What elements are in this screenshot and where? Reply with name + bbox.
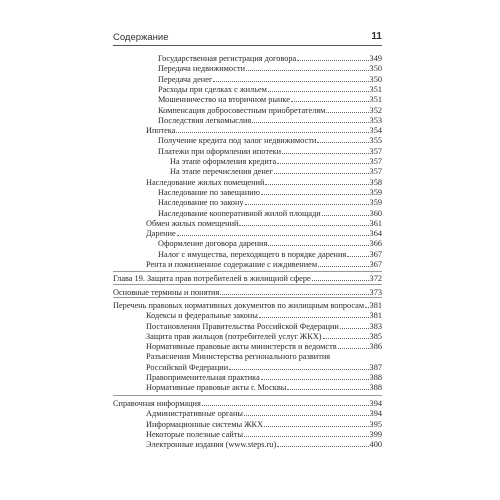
section-divider [113, 284, 382, 285]
toc-entry: Наследование жилых помещений 358 [146, 177, 382, 187]
toc-entry: Расходы при сделках с жильем 351 [158, 84, 382, 94]
toc-entry: Электронные издания (www.steps.ru) 400 [146, 440, 382, 450]
toc-entry: Кодексы и федеральные законы 381 [146, 311, 382, 321]
toc-entry: Административные органы 394 [146, 409, 382, 419]
toc-entry: Нормативные правовые акты г. Москвы 388 [146, 383, 382, 393]
toc-entry: На этапе перечисления денег 357 [170, 167, 382, 177]
toc-entry: Наследование по завещанию 359 [158, 187, 382, 197]
toc-entry: Платежи при оформлении ипотеки 357 [158, 146, 382, 156]
section-divider [113, 271, 382, 272]
toc-chapter-entry: Справочная информация 394 [113, 399, 382, 408]
toc-entry: Мошенничество на вторичном рынке 351 [158, 95, 382, 105]
toc-chapter-entry: Перечень правовых нормативных документов по жилищным вопросам 381 [113, 301, 382, 310]
toc-entry: Защита прав жильцов (потребителей услуг ЖКХ) 385 [146, 331, 382, 341]
toc-entry-line: Разъяснения Министерства регионального развития [146, 351, 331, 361]
section-divider [113, 297, 382, 298]
toc-entry: Оформление договора дарения 366 [158, 239, 382, 249]
section-divider [113, 395, 382, 396]
toc-entry: Получение кредита под залог недвижимости 355 [158, 136, 382, 146]
toc-entry: Рента и пожизненное содержание с иждивением 367 [146, 260, 382, 269]
page-number: 11 [371, 31, 382, 42]
running-head-title: Содержание [113, 32, 169, 43]
toc-entry: Нормативные правовые акты министерств и ведомств 386 [146, 342, 382, 352]
toc-entry: Налог с имущества, переходящего в порядке дарения 367 [158, 249, 382, 259]
toc-entry: Последствия легкомыслия 353 [158, 115, 382, 125]
toc-entry: Передача денег 350 [158, 74, 382, 84]
header-rule [113, 45, 382, 46]
toc-entry: На этапе оформления кредита 357 [170, 157, 382, 166]
toc-entry: Постановления Правительства Российской Федерации 383 [146, 321, 382, 331]
toc-entry: Информационные системы ЖКХ 395 [146, 419, 382, 429]
toc-entry: Компенсация добросовестным приобретателям 352 [158, 105, 382, 115]
toc-entry: Обмен жилых помещений 361 [146, 218, 382, 228]
toc-entry: Дарение 364 [146, 229, 382, 239]
toc-entry: Ипотека 354 [146, 126, 382, 136]
toc-entry: Наследование кооперативной жилой площади 360 [158, 208, 382, 218]
toc-entry: Наследование по закону 359 [158, 198, 382, 208]
toc-entry: Российской Федерации 387 [146, 362, 382, 372]
toc-entry: Некоторые полезные сайты 399 [146, 429, 382, 439]
running-head [113, 32, 382, 44]
toc-entry: Передача недвижимости 350 [158, 64, 382, 74]
toc-entry: Государственная регистрация договора 349 [158, 54, 382, 63]
toc-entry: Правоприменительная практика 388 [146, 373, 382, 383]
toc-chapter-entry: Глава 19. Защита прав потребителей в жилищной сфере 372 [113, 274, 382, 283]
toc-chapter-entry: Основные термины и понятия 373 [113, 288, 382, 297]
